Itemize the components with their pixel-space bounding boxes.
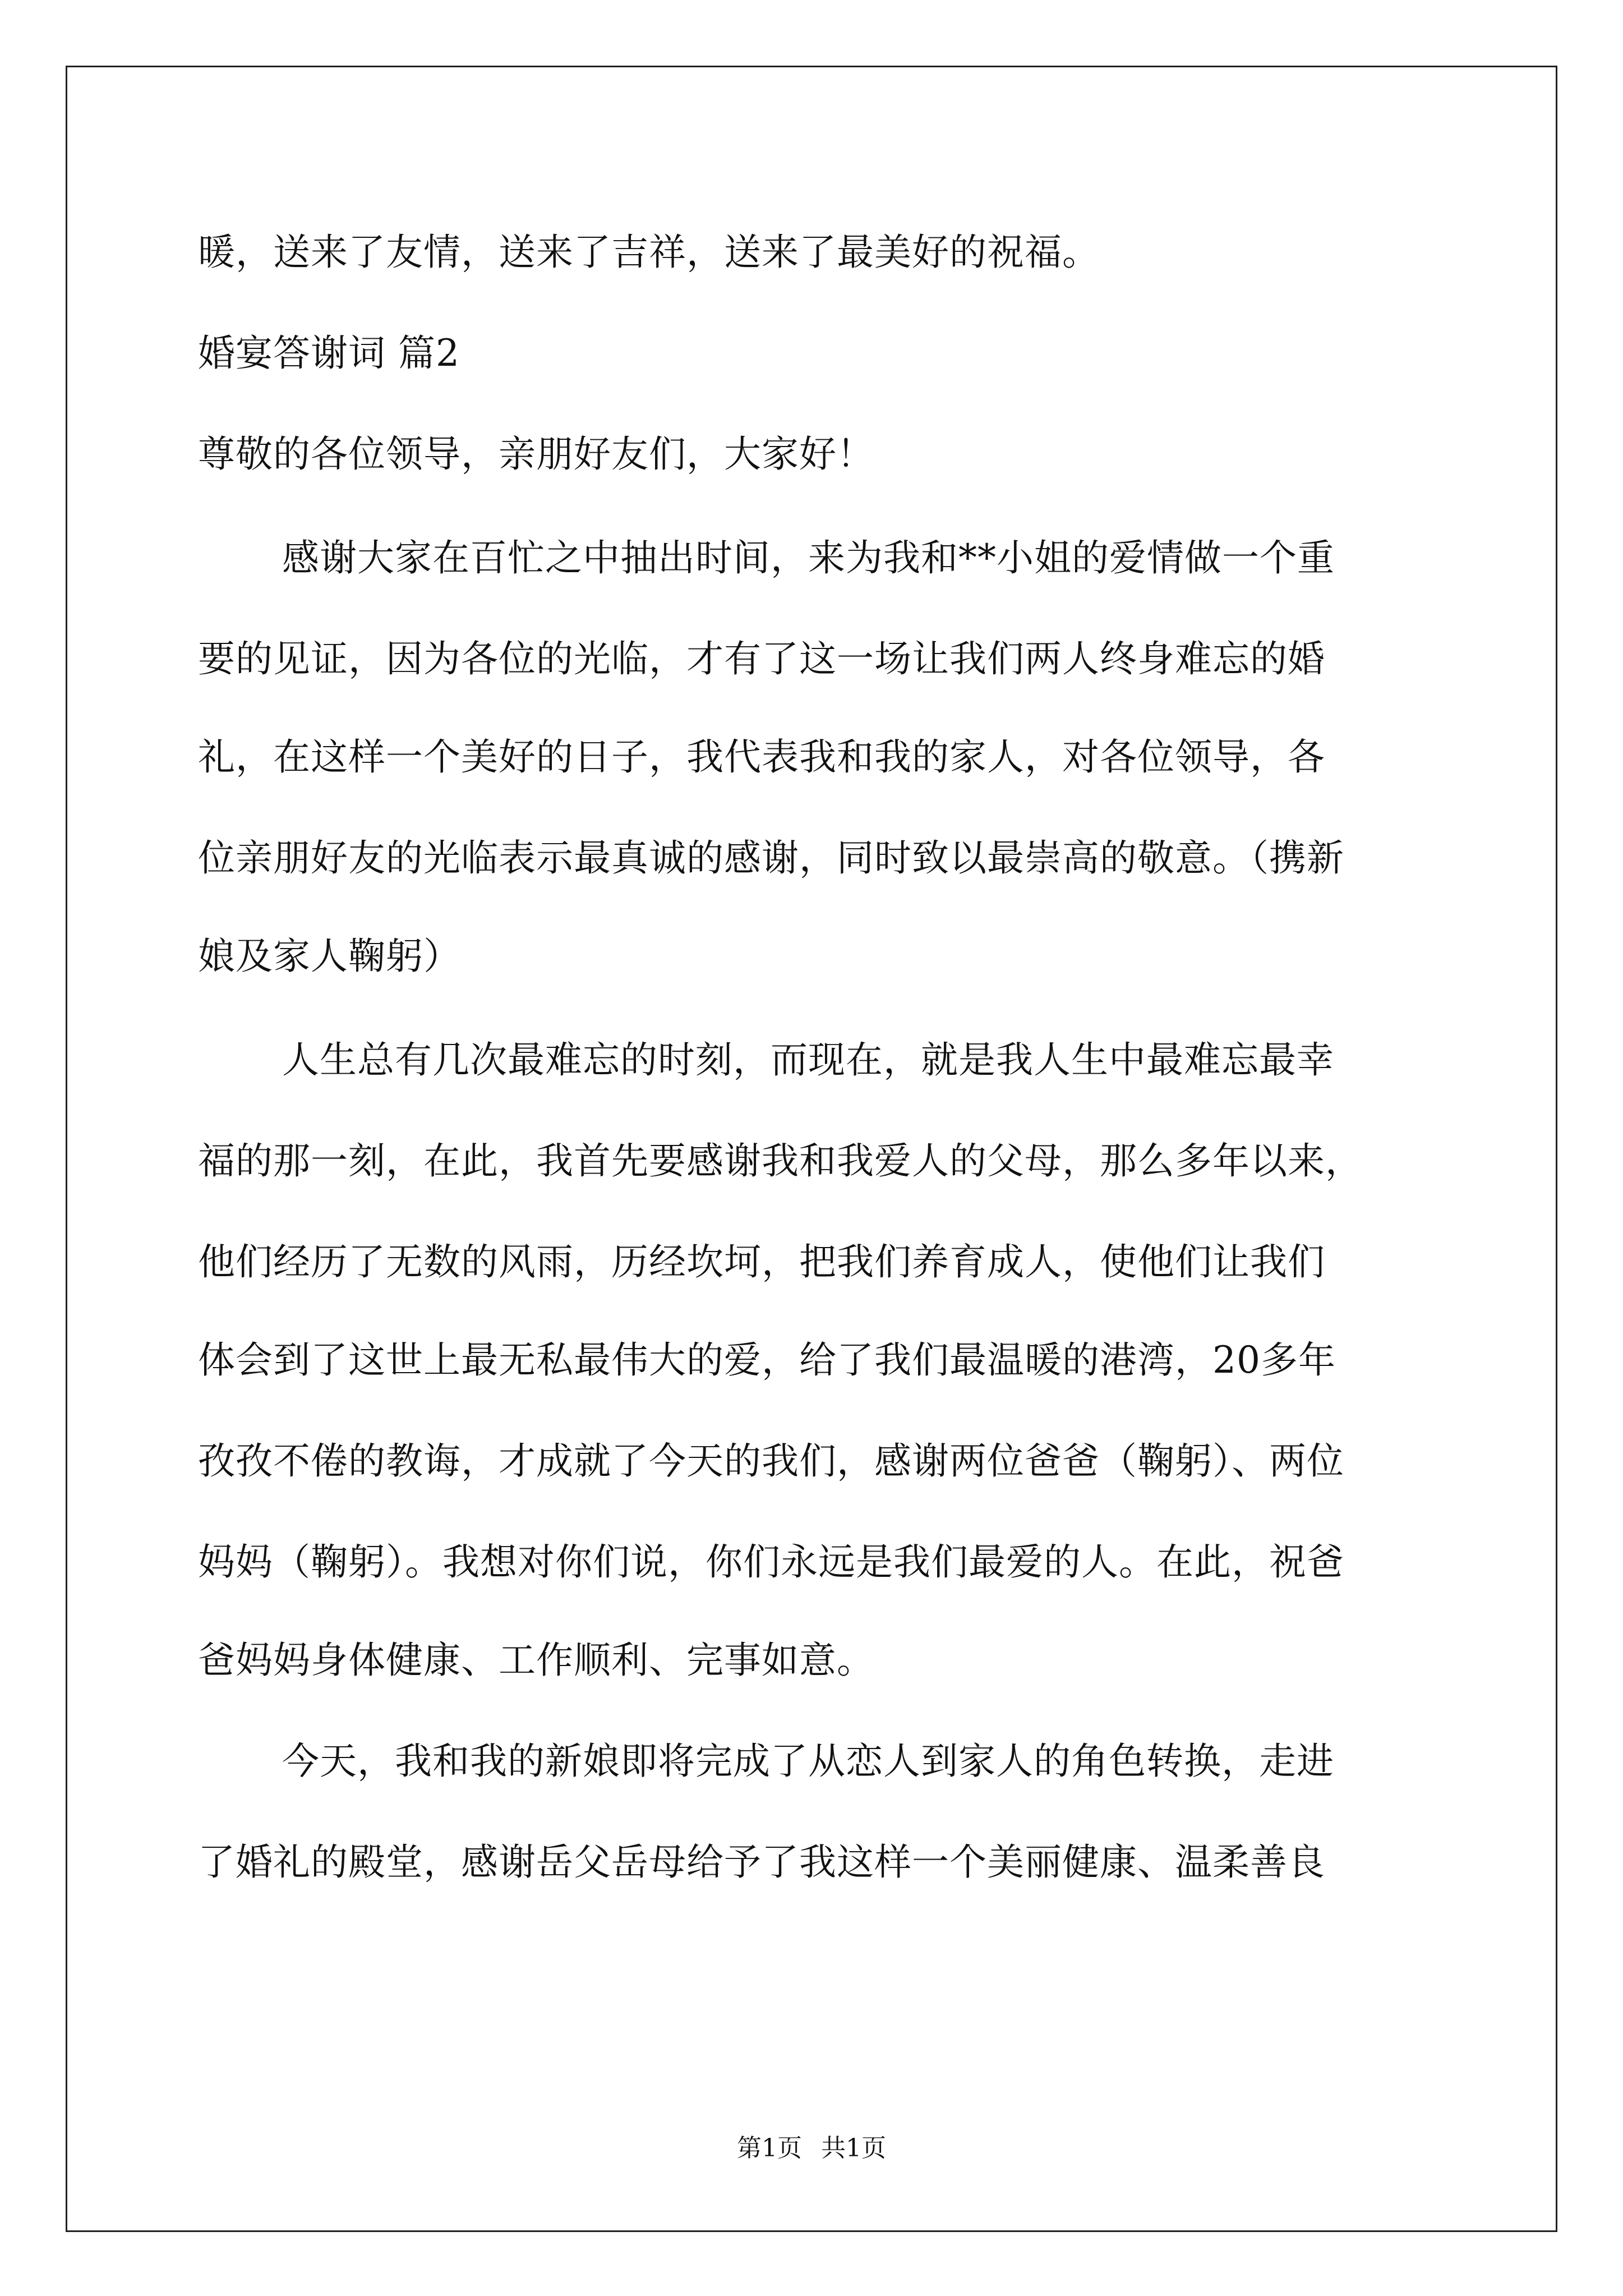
body-line-13: 孜孜不倦的教诲，才成就了今天的我们，感谢两位爸爸（鞠躬）、两位 bbox=[198, 1439, 1344, 1483]
body-line-12: 体会到了这世上最无私最伟大的爱，给了我们最温暖的港湾，20多年 bbox=[198, 1338, 1336, 1382]
body-line-6: 礼，在这样一个美好的日子，我代表我和我的家人，对各位领导，各 bbox=[198, 735, 1325, 779]
body-line-9: 人生总有几次最难忘的时刻，而现在，就是我人生中最难忘最幸 bbox=[282, 1038, 1334, 1082]
body-line-16: 今天，我和我的新娘即将完成了从恋人到家人的角色转换，走进 bbox=[282, 1740, 1334, 1783]
body-line-15: 爸妈妈身体健康、工作顺利、完事如意。 bbox=[198, 1639, 874, 1682]
body-line-17: 了婚礼的殿堂，感谢岳父岳母给予了我这样一个美丽健康、温柔善良 bbox=[198, 1841, 1325, 1884]
body-line-10: 福的那一刻，在此，我首先要感谢我和我爱人的父母，那么多年以来， bbox=[198, 1139, 1363, 1182]
body-line-11: 他们经历了无数的风雨，历经坎坷，把我们养育成人，使他们让我们 bbox=[198, 1240, 1325, 1283]
body-line-5: 要的见证，因为各位的光临，才有了这一场让我们两人终身难忘的婚 bbox=[198, 637, 1325, 680]
body-line-8: 娘及家人鞠躬） bbox=[198, 935, 461, 978]
page-total: 共1页 bbox=[821, 2134, 886, 2162]
page-footer bbox=[0, 2132, 1623, 2165]
body-line-4: 感谢大家在百忙之中抽出时间，来为我和**小姐的爱情做一个重 bbox=[282, 536, 1335, 579]
body-line-1: 暖，送来了友情，送来了吉祥，送来了最美好的祝福。 bbox=[198, 231, 1100, 274]
body-line-14: 妈妈（鞠躬）。我想对你们说，你们永远是我们最爱的人。在此，祝爸 bbox=[198, 1540, 1344, 1584]
page-number: 第1页 bbox=[737, 2134, 802, 2162]
body-line-7: 位亲朋好友的光临表示最真诚的感谢，同时致以最崇高的敬意。（携新 bbox=[198, 836, 1344, 880]
section-heading: 婚宴答谢词 篇2 bbox=[198, 332, 460, 375]
salutation-line: 尊敬的各位领导，亲朋好友们，大家好！ bbox=[198, 432, 874, 476]
